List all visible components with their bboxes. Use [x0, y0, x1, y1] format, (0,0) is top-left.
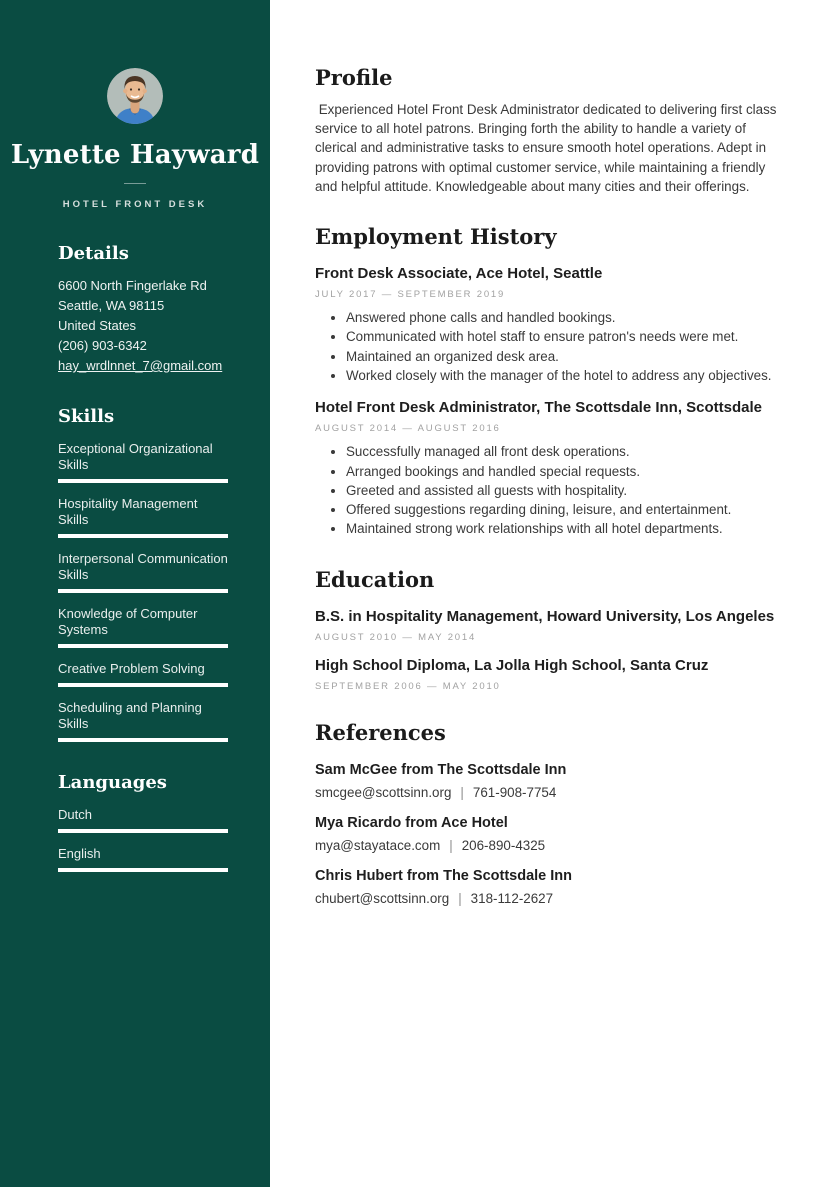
education-section	[315, 566, 790, 692]
reference-phone: 206-890-4325	[461, 837, 546, 853]
skill-label: Hospitality Management Skills	[58, 496, 198, 527]
reference-contact	[315, 891, 790, 906]
skill-item	[58, 551, 228, 593]
job-dates: AUGUST 2014 — AUGUST 2016	[315, 423, 501, 435]
reference-entry	[315, 867, 790, 906]
education-dates: SEPTEMBER 2006 — MAY 2010	[315, 680, 501, 692]
skill-bar	[58, 683, 228, 687]
skills-heading: Skills	[58, 406, 115, 427]
reference-email: chubert@scottsinn.org	[315, 890, 450, 906]
name-divider	[124, 183, 146, 184]
reference-phone: 761-908-7754	[472, 784, 557, 800]
job-entry	[315, 398, 790, 538]
job-bullet: • Worked closely with the manager of the hotel to address any objectives.	[346, 366, 790, 385]
candidate-role: HOTEL FRONT DESK	[62, 199, 208, 210]
skill-item	[58, 661, 228, 687]
skill-bar	[58, 738, 228, 742]
contact-separator: |	[458, 890, 462, 906]
reference-email: mya@stayatace.com	[315, 837, 441, 853]
phone-number: (206) 903-6342	[58, 338, 147, 353]
skill-item	[58, 606, 228, 648]
job-title: Front Desk Associate, Ace Hotel, Seattle	[315, 265, 603, 283]
profile-heading: Profile	[315, 65, 393, 90]
language-item	[58, 846, 228, 872]
portrait-photo-icon	[107, 68, 163, 124]
references-section	[315, 719, 790, 906]
job-bullet: • Successfully managed all front desk operations.	[346, 442, 790, 461]
language-bar	[58, 868, 228, 872]
skill-item	[58, 441, 228, 483]
job-bullet: • Offered suggestions regarding dining, leisure, and entertainment.	[346, 500, 790, 519]
reference-phone: 318-112-2627	[470, 890, 554, 906]
employment-section	[315, 223, 790, 539]
language-bar	[58, 829, 228, 833]
skill-label: Scheduling and Planning Skills	[58, 700, 202, 731]
main-content	[270, 0, 840, 1187]
language-item	[58, 807, 228, 833]
profile-text: Experienced Hotel Front Desk Administrator dedicated to delivering first class service to all hotel patrons. Bringing forth the ability to handle a variety of clerical and administrative tasks to ensure smooth hotel operations. Adept in providing patrons with optimal customer service, while maintaining a friendly and helpful attitude. Knowledgeable about many cities and their offerings.	[315, 102, 781, 194]
candidate-name: Lynette Hayward	[10, 140, 260, 170]
skill-label: Exceptional Organizational Skills	[58, 441, 213, 472]
skill-label: Knowledge of Computer Systems	[58, 606, 198, 637]
education-entry	[315, 607, 790, 643]
job-bullet-list	[315, 442, 790, 538]
email-link[interactable]: hay_wrdlnnet_7@gmail.com	[58, 358, 223, 373]
job-bullet: • Maintained an organized desk area.	[346, 347, 790, 366]
details-section	[58, 243, 228, 376]
education-title: High School Diploma, La Jolla High School, Santa Cruz	[315, 656, 709, 674]
job-bullet: • Answered phone calls and handled bookings.	[346, 308, 790, 327]
skill-bar	[58, 534, 228, 538]
reference-name: Sam McGee from The Scottsdale Inn	[315, 761, 567, 778]
skill-bar	[58, 589, 228, 593]
sidebar-header	[0, 0, 270, 210]
employment-heading: Employment History	[315, 224, 557, 250]
reference-contact	[315, 785, 790, 800]
reference-entry	[315, 761, 790, 800]
contact-separator: |	[449, 837, 453, 853]
skill-bar	[58, 479, 228, 483]
reference-contact	[315, 838, 790, 853]
languages-heading: Languages	[58, 772, 167, 793]
job-title: Hotel Front Desk Administrator, The Scottsdale Inn, Scottsdale	[315, 399, 763, 417]
references-heading: References	[315, 719, 446, 745]
address-line-2: Seattle, WA 98115	[58, 298, 165, 313]
contact-separator: |	[460, 784, 464, 800]
education-dates: AUGUST 2010 — MAY 2014	[315, 631, 477, 643]
education-entry	[315, 656, 790, 692]
sidebar-body	[0, 243, 270, 872]
reference-name: Mya Ricardo from Ace Hotel	[315, 814, 508, 831]
address-line-3: United States	[58, 318, 137, 333]
reference-entry	[315, 814, 790, 853]
skill-label: Creative Problem Solving	[58, 661, 205, 676]
education-heading: Education	[315, 566, 435, 592]
sidebar	[0, 0, 270, 1187]
language-label: English	[58, 846, 101, 861]
reference-name: Chris Hubert from The Scottsdale Inn	[315, 867, 572, 884]
skill-bar	[58, 644, 228, 648]
job-bullet: • Greeted and assisted all guests with hospitality.	[346, 481, 790, 500]
job-bullet: • Communicated with hotel staff to ensure patron's needs were met.	[346, 327, 790, 346]
avatar	[107, 68, 163, 124]
job-bullet-list	[315, 308, 790, 385]
reference-email: smcgee@scottsinn.org	[315, 784, 452, 800]
job-bullet: • Arranged bookings and handled special requests.	[346, 462, 790, 481]
education-title: B.S. in Hospitality Management, Howard University, Los Angeles	[315, 607, 775, 625]
job-entry	[315, 264, 790, 385]
skill-label: Interpersonal Communication Skills	[58, 551, 228, 582]
skill-item	[58, 496, 228, 538]
languages-section	[58, 772, 228, 872]
skills-section	[58, 406, 228, 742]
details-heading: Details	[58, 243, 129, 264]
job-bullet: • Maintained strong work relationships with all hotel departments.	[346, 519, 790, 538]
skill-item	[58, 700, 228, 742]
language-label: Dutch	[58, 807, 92, 822]
job-dates: JULY 2017 — SEPTEMBER 2019	[315, 289, 506, 301]
profile-section	[315, 64, 790, 196]
address-line-1: 6600 North Fingerlake Rd	[58, 278, 207, 293]
